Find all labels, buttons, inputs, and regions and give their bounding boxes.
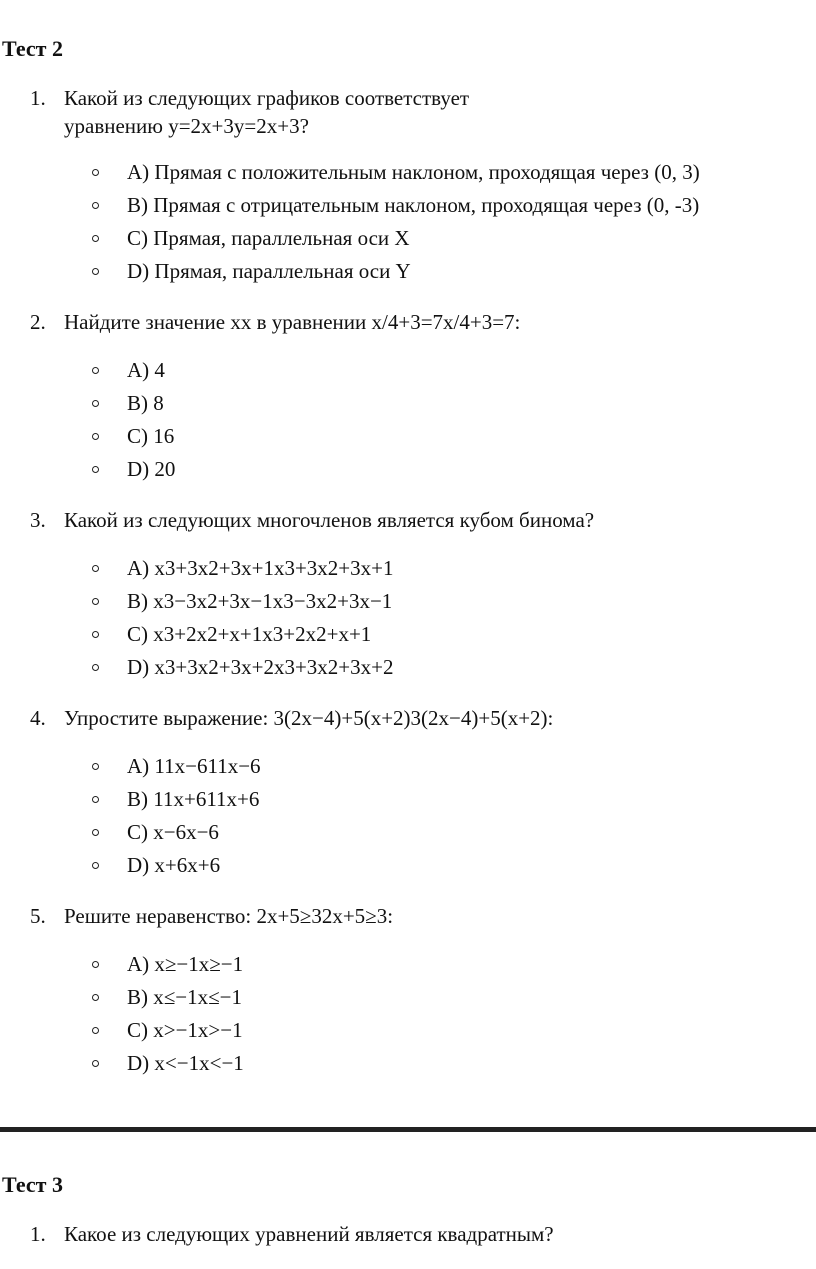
circle-bullet-icon [92, 664, 99, 671]
question-3 [30, 506, 790, 534]
circle-bullet-icon [92, 367, 99, 374]
circle-bullet-icon [92, 565, 99, 572]
circle-bullet-icon [92, 994, 99, 1001]
circle-bullet-icon [92, 400, 99, 407]
question-number: 5. [30, 904, 46, 928]
circle-bullet-icon [92, 268, 99, 275]
circle-bullet-icon [92, 862, 99, 869]
test-2-title: Тест 2 [2, 36, 63, 61]
circle-bullet-icon [92, 961, 99, 968]
question-number: 1. [30, 1222, 46, 1246]
question-text: Найдите значение xx в уравнении x/4+3=7x/4+3=7: [64, 310, 521, 334]
question-text: Какой из следующих многочленов является кубом бинома? [64, 508, 595, 532]
question-4 [30, 704, 790, 732]
document-page: Тест 2 1. Какой из следующих графиков соответствует уравнению y=2x+3y=2x+3? A) Прямая с положительным наклоном, проходящая через (0, 3) B) Прямая с отрицательным наклоном, проходящая через (0, -3) C) Прямая, параллельная оси X D) Прямая, параллельная оси Y 2. Найдите значение xx в уравнении x/4+3=7x/4+3=7: A) 4 B) 8 C) 16 D) 20 3. Какой из следующих многочленов является кубом бинома? A) x3+3x2+3x+1x3+3x2+3x+1 B) x3−3x2+3x−1x3−3x2+3x−1 C) x3+2x2+x+1x3+2x2+x+1 D) x3+3x2+3x+2x3+3x2+3x+2 4. Упростите выражение: 3(2x−4)+5(x+2)3(2x−4)+5(x+2): A) 11x−611x−6 B) 11x+611x+6 C) x−6x−6 D) x+6x+6 5. Решите неравенство: 2x+5≥32x+5≥3: A) x≥−1x≥−1 B) x≤−1x≤−1 C) x>−1x>−1 D) x<−1x<−1 Тест 3 1. Какое из следующих уравнений является квадратным? [0, 0, 816, 1269]
circle-bullet-icon [92, 433, 99, 440]
circle-bullet-icon [92, 796, 99, 803]
test-3-question-1 [30, 1220, 790, 1248]
question-number: 4. [30, 706, 46, 730]
question-1 [30, 84, 790, 140]
question-text: Решите неравенство: 2x+5≥32x+5≥3: [64, 904, 394, 928]
question-number: 2. [30, 310, 46, 334]
test-3-title: Тест 3 [2, 1172, 63, 1197]
question-text: Какое из следующих уравнений является квадратным? [64, 1222, 554, 1246]
question-5 [30, 902, 790, 930]
circle-bullet-icon [92, 202, 99, 209]
circle-bullet-icon [92, 763, 99, 770]
question-text: Упростите выражение: 3(2x−4)+5(x+2)3(2x−4)+5(x+2): [64, 706, 554, 730]
circle-bullet-icon [92, 1027, 99, 1034]
circle-bullet-icon [92, 1060, 99, 1067]
question-number: 3. [30, 508, 46, 532]
circle-bullet-icon [92, 829, 99, 836]
question-text: Какой из следующих графиков соответствует уравнению y=2x+3y=2x+3? [64, 86, 470, 138]
question-2 [30, 308, 790, 336]
circle-bullet-icon [92, 598, 99, 605]
circle-bullet-icon [92, 169, 99, 176]
circle-bullet-icon [92, 466, 99, 473]
question-number: 1. [30, 86, 46, 110]
circle-bullet-icon [92, 235, 99, 242]
section-divider [0, 1127, 816, 1132]
circle-bullet-icon [92, 631, 99, 638]
